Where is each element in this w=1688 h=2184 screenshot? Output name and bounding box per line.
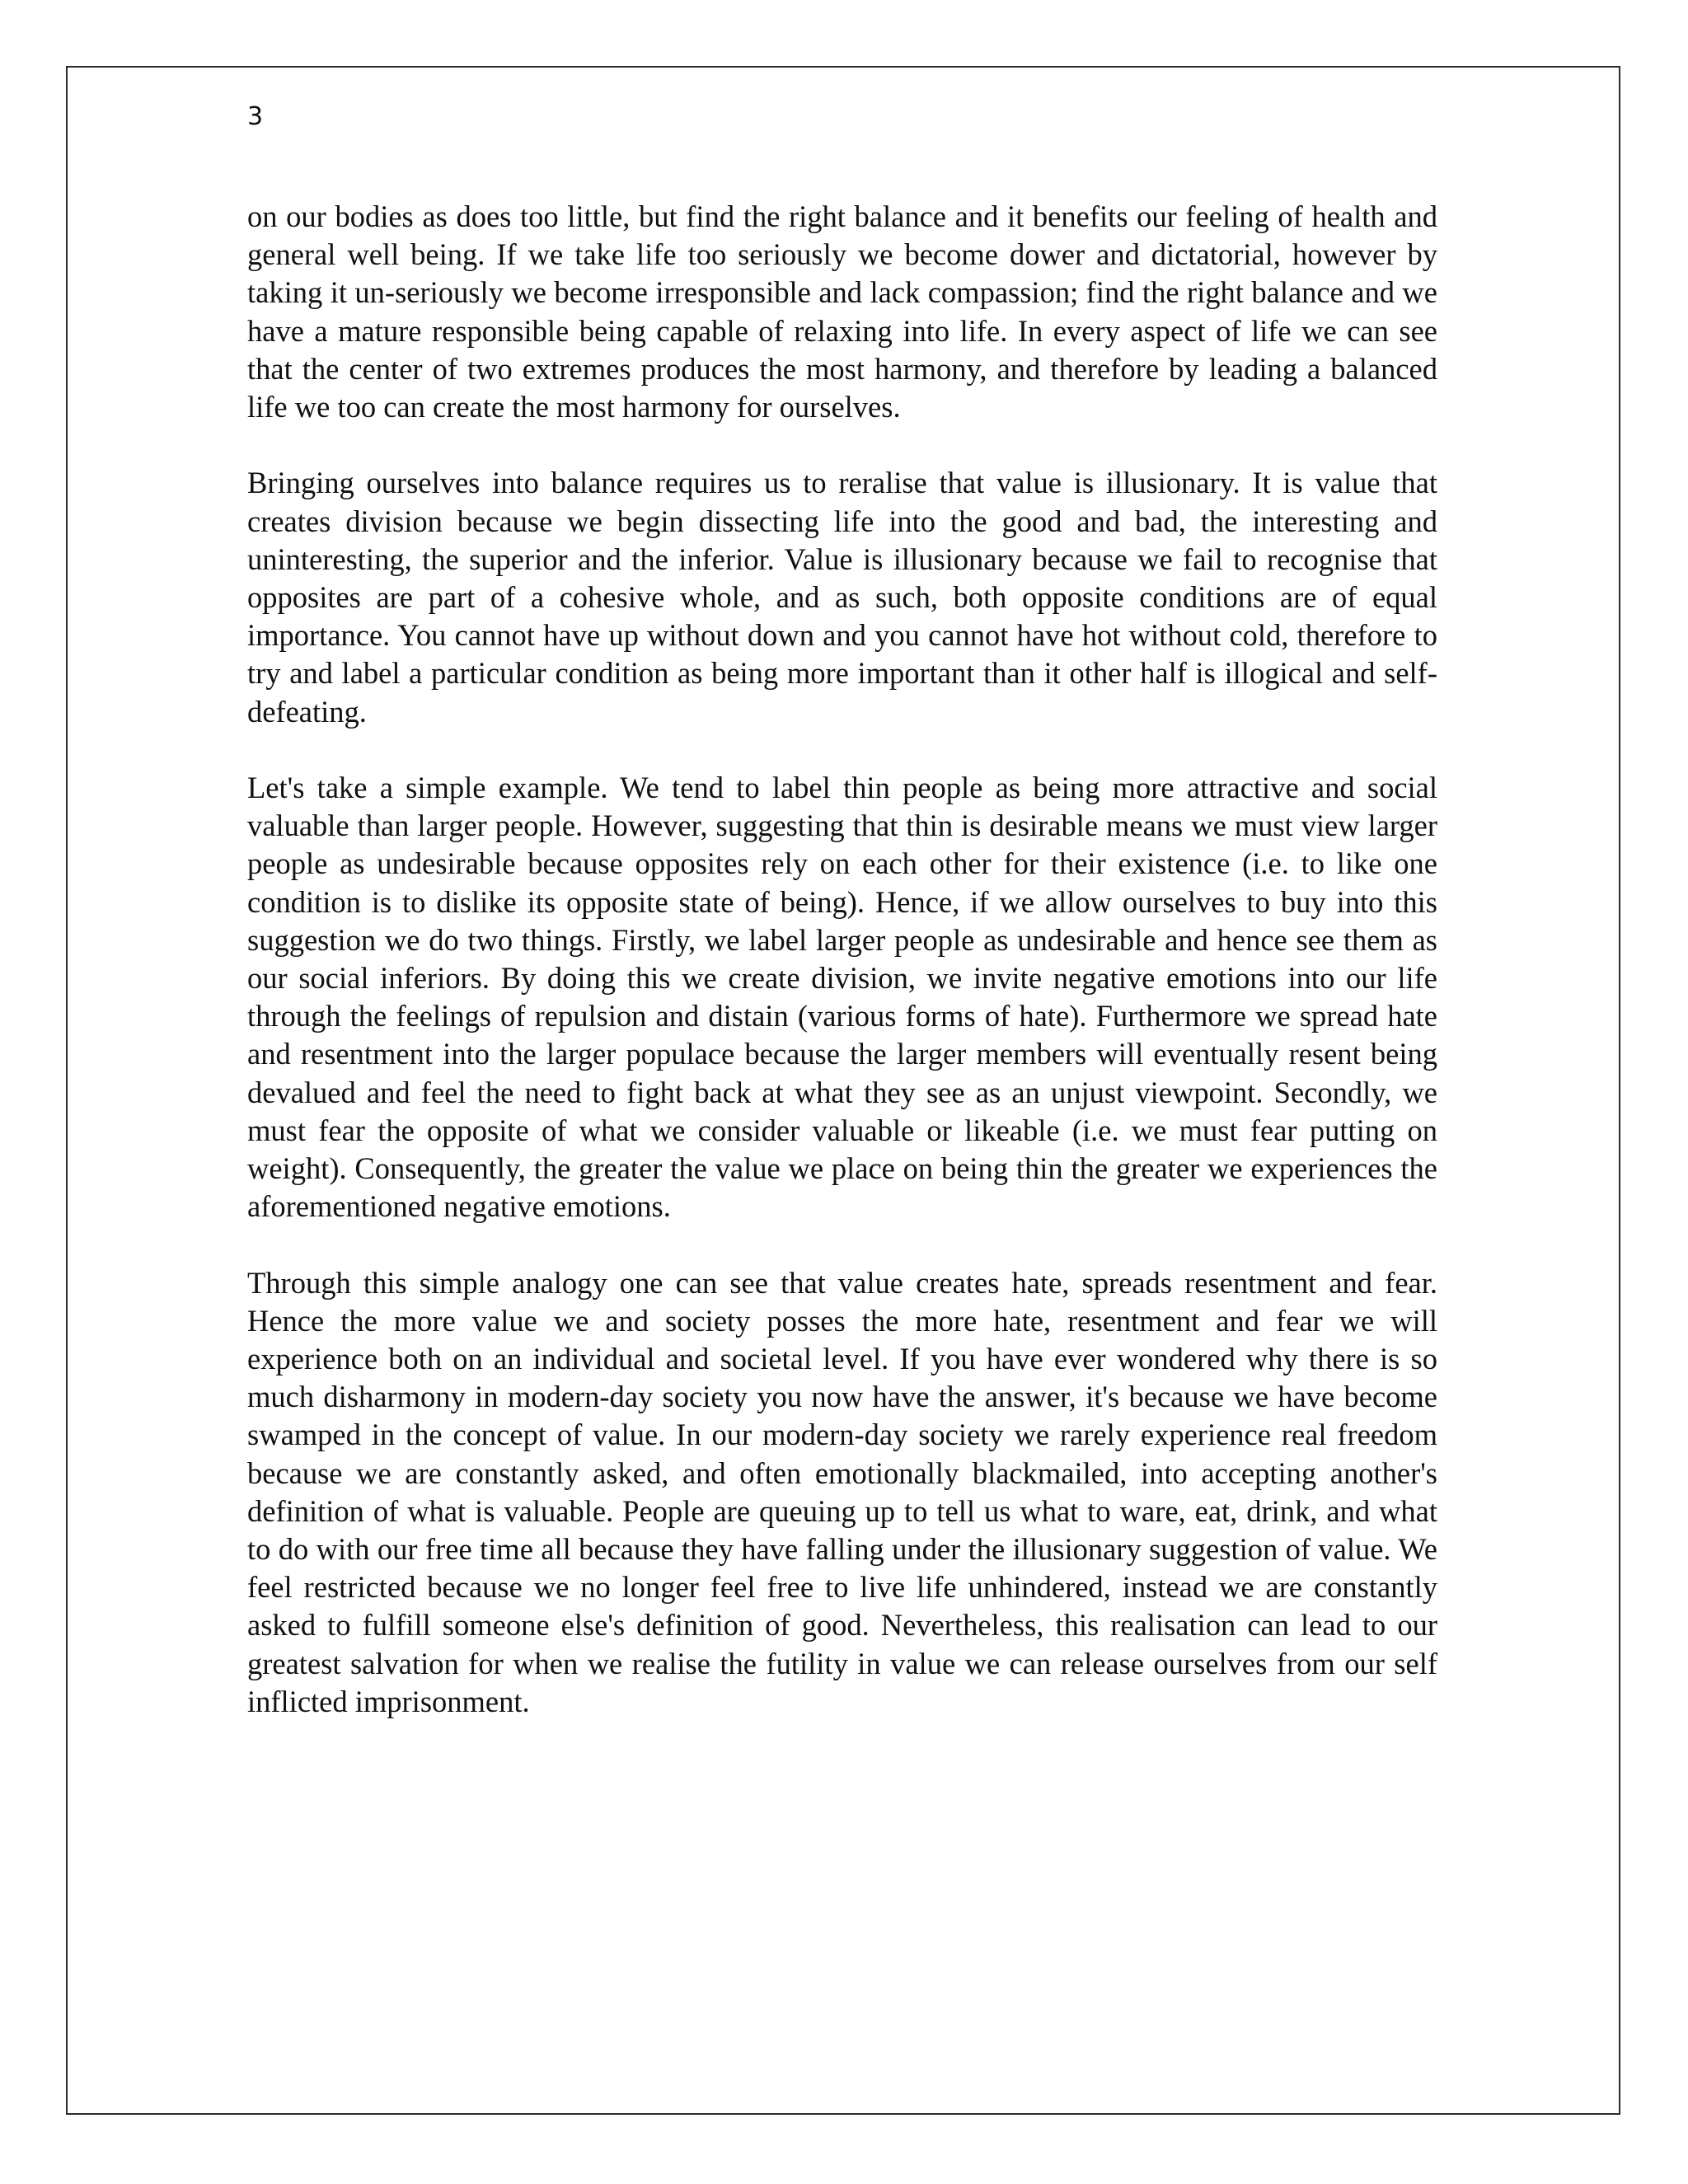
paragraph-2: Bringing ourselves into balance requires us to reralise that value is illusionary. It is value that creates division because we begin dissecting life into the good and bad, the interesting and uninteresting, the superior and the inferior. Value is illusionary because we fail to recognise that opposites are part of a cohesive whole, and as such, both opposite conditions are of equal importance. You cannot have up without down and you cannot have hot without cold, therefore to try and label a particular condition as being more important than it other half is illogical and self-defeating.	[247, 466, 1437, 729]
document-body	[247, 198, 1437, 1759]
paragraph-1: on our bodies as does too little, but find the right balance and it benefits our feeling of health and general well being. If we take life too seriously we become dower and dictatorial, however by taking it un-seriously we become irresponsible and lack compassion; find the right balance and we have a mature responsible being capable of relaxing into life. In every aspect of life we can see that the center of two extremes produces the most harmony, and therefore by leading a balanced life we too can create the most harmony for ourselves.	[247, 199, 1437, 424]
paragraph-4: Through this simple analogy one can see that value creates hate, spreads resentment and fear. Hence the more value we and society posses the more hate, resentment and fear we will experience both on an individual and societal level. If you have ever wondered why there is so much disharmony in modern-day society you now have the answer, it's because we have become swamped in the concept of value. In our modern-day society we rarely experience real freedom because we are constantly asked, and often emotionally blackmailed, into accepting another's definition of what is valuable. People are queuing up to tell us what to ware, eat, drink, and what to do with our free time all because they have falling under the illusionary suggestion of value. We feel restricted because we no longer feel free to live life unhindered, instead we are constantly asked to fulfill someone else's definition of good. Nevertheless, this realisation can lead to our greatest salvation for when we realise the futility in value we can release ourselves from our self inflicted imprisonment.	[247, 1265, 1437, 1718]
paragraph-3: Let's take a simple example. We tend to label thin people as being more attractive and social valuable than larger people. However, suggesting that thin is desirable means we must view larger people as undesirable because opposites rely on each other for their existence (i.e. to like one condition is to dislike its opposite state of being). Hence, if we allow ourselves to buy into this suggestion we do two things. Firstly, we label larger people as undesirable and hence see them as our social inferiors. By doing this we create division, we invite negative emotions into our life through the feelings of repulsion and distain (various forms of hate). Furthermore we spread hate and resentment into the larger populace because the larger members will eventually resent being devalued and feel the need to fight back at what they see as an unjust viewpoint. Secondly, we must fear the opposite of what we consider valuable or likeable (i.e. we must fear putting on weight). Consequently, the greater the value we place on being thin the greater we experiences the aforementioned negative emotions.	[247, 771, 1437, 1224]
page-number: 3	[247, 102, 264, 131]
